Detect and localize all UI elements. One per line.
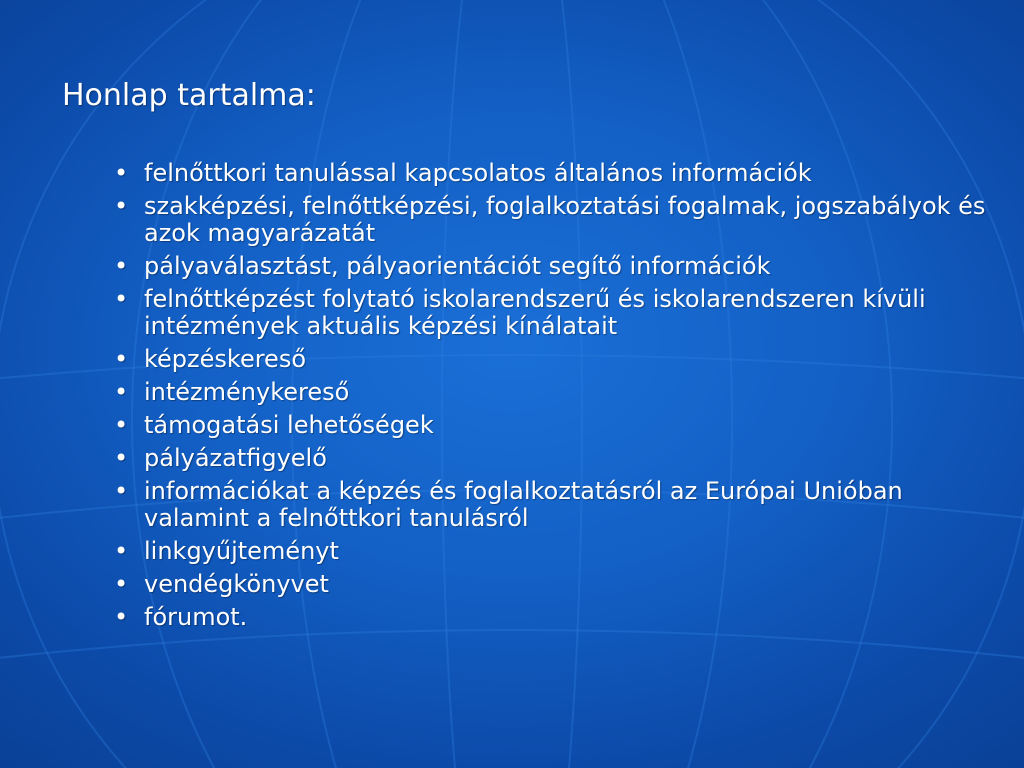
bullet-icon: •	[114, 345, 129, 373]
bullet-text: szakképzési, felnőttképzési, foglalkoztatási fogalmak, jogszabályok és azok magyarázatát	[144, 192, 986, 247]
bullet-item	[110, 445, 990, 472]
bullet-text: képzéskereső	[144, 345, 307, 373]
bullet-list	[110, 160, 990, 637]
bullet-icon: •	[114, 159, 129, 187]
bullet-text: fórumot.	[144, 603, 248, 631]
bullet-item	[110, 379, 990, 406]
bullet-icon: •	[114, 411, 129, 439]
bullet-icon: •	[114, 252, 129, 280]
bullet-text: linkgyűjteményt	[144, 537, 339, 565]
bullet-text: felnőttkori tanulással kapcsolatos általános információk	[144, 159, 812, 187]
bullet-item	[110, 604, 990, 631]
bullet-item	[110, 286, 990, 340]
bullet-text: intézménykereső	[144, 378, 350, 406]
bullet-icon: •	[114, 570, 129, 598]
bullet-icon: •	[114, 285, 129, 313]
bullet-text: támogatási lehetőségek	[144, 411, 434, 439]
bullet-icon: •	[114, 192, 129, 220]
bullet-item	[110, 538, 990, 565]
bullet-text: pályaválasztást, pályaorientációt segítő információk	[144, 252, 771, 280]
bullet-item	[110, 412, 990, 439]
bullet-item	[110, 571, 990, 598]
bullet-text: felnőttképzést folytató iskolarendszerű és iskolarendszeren kívüli intézmények aktuális képzési kínálatait	[144, 285, 926, 340]
bullet-icon: •	[114, 537, 129, 565]
bullet-item	[110, 160, 990, 187]
bullet-icon: •	[114, 603, 129, 631]
bullet-icon: •	[114, 378, 129, 406]
bullet-icon: •	[114, 444, 129, 472]
bullet-text: információkat a képzés és foglalkoztatásról az Európai Unióban valamint a felnőttkori tanulásról	[144, 477, 903, 532]
bullet-item	[110, 193, 990, 247]
bullet-text: vendégkönyvet	[144, 570, 329, 598]
bullet-text: pályázatfigyelő	[144, 444, 327, 472]
bullet-item	[110, 253, 990, 280]
bullet-item	[110, 478, 990, 532]
bullet-icon: •	[114, 477, 129, 505]
slide-title: Honlap tartalma:	[62, 78, 316, 113]
bullet-item	[110, 346, 990, 373]
